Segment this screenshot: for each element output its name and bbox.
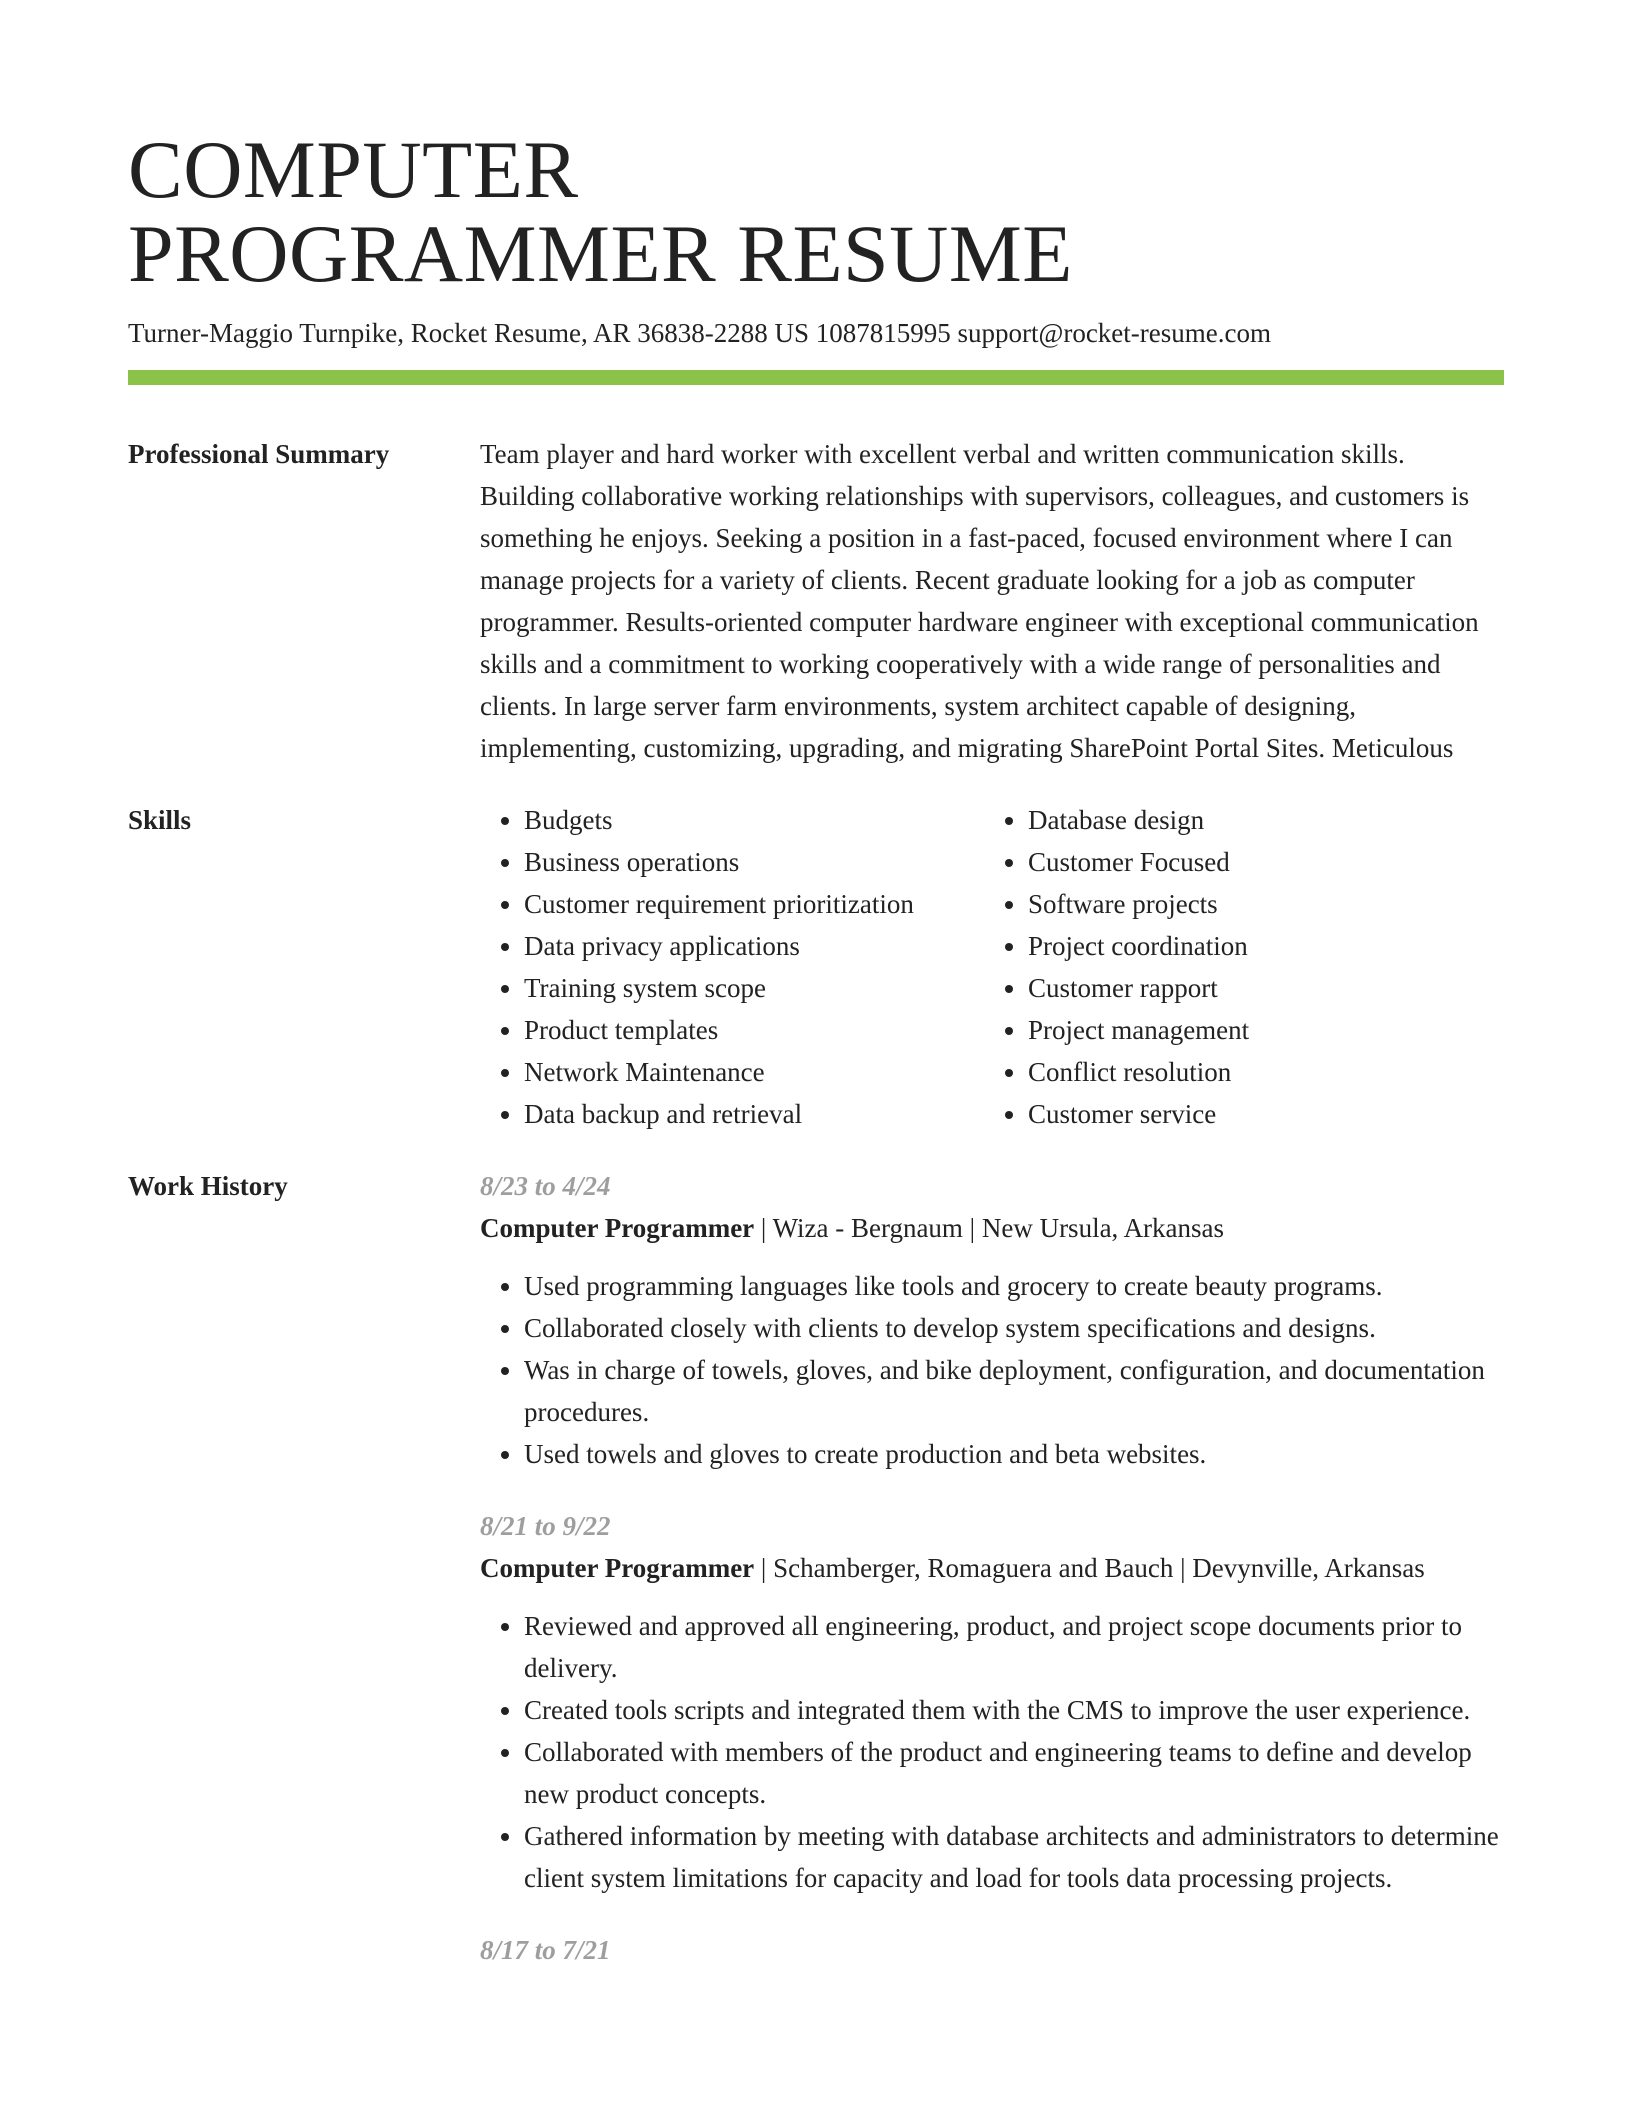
skill-item: • Customer Focused xyxy=(1028,841,1488,883)
job-duty: • Collaborated with members of the product and engineering teams to define and develop new product concepts. xyxy=(524,1731,1504,1815)
job-duty: • Was in charge of towels, gloves, and bike deployment, configuration, and documentation procedures. xyxy=(524,1349,1504,1433)
contact-info: Turner-Maggio Turnpike, Rocket Resume, AR 36838-2288 US 1087815995 support@rocket-resume.com xyxy=(128,318,1271,348)
skills-section xyxy=(128,799,1504,1135)
skills-column-1 xyxy=(480,799,984,1135)
accent-divider xyxy=(128,370,1504,385)
skill-item: • Customer service xyxy=(1028,1093,1488,1135)
job-duty: • Used programming languages like tools and grocery to create beauty programs. xyxy=(524,1265,1504,1307)
job-entry xyxy=(480,1929,1504,1971)
resume-title-line2: PROGRAMMER RESUME xyxy=(128,208,1073,299)
summary-text: Team player and hard worker with excellent verbal and written communication skills. Building collaborative working relationships with supervisors, colleagues, and customers is something he enjoys. Seeking a position in a fast-paced, focused environment where I can manage projects for a variety of clients. Recent graduate looking for a job as computer programmer. Results-oriented computer hardware engineer with exceptional communication skills and a commitment to working cooperatively with a wide range of personalities and clients. In large server farm environments, system architect capable of designing, implementing, customizing, upgrading, and migrating SharePoint Portal Sites. Meticulous xyxy=(480,439,1479,763)
job-duties xyxy=(480,1605,1504,1899)
skill-item: • Project management xyxy=(1028,1009,1488,1051)
skill-item: • Conflict resolution xyxy=(1028,1051,1488,1093)
professional-summary-section xyxy=(128,433,1504,769)
skill-item: • Customer rapport xyxy=(1028,967,1488,1009)
job-heading xyxy=(480,1547,1504,1589)
skill-item: • Business operations xyxy=(524,841,984,883)
job-duty: • Created tools scripts and integrated them with the CMS to improve the user experience. xyxy=(524,1689,1504,1731)
skills-column-2 xyxy=(984,799,1488,1135)
resume-title xyxy=(128,124,1504,299)
work-history-section xyxy=(128,1165,1504,2001)
skill-item: • Customer requirement prioritization xyxy=(524,883,984,925)
job-heading xyxy=(480,1207,1504,1249)
job-entry xyxy=(480,1165,1504,1475)
job-title: Computer Programmer xyxy=(480,1553,755,1583)
skill-item: • Software projects xyxy=(1028,883,1488,925)
job-employer-location: | Wiza - Bergnaum | New Ursula, Arkansas xyxy=(754,1213,1225,1243)
skill-item: • Training system scope xyxy=(524,967,984,1009)
work-history-list xyxy=(480,1165,1504,2001)
section-label-skills: Skills xyxy=(128,805,192,835)
job-duties xyxy=(480,1265,1504,1475)
section-label-work-history: Work History xyxy=(128,1171,288,1201)
skill-item: • Network Maintenance xyxy=(524,1051,984,1093)
job-title: Computer Programmer xyxy=(480,1213,755,1243)
section-label-summary: Professional Summary xyxy=(128,439,390,469)
skill-item: • Database design xyxy=(1028,799,1488,841)
skill-item: • Data backup and retrieval xyxy=(524,1093,984,1135)
job-dates: 8/21 to 9/22 xyxy=(480,1511,611,1541)
job-dates: 8/23 to 4/24 xyxy=(480,1171,611,1201)
job-duty: • Used towels and gloves to create production and beta websites. xyxy=(524,1433,1504,1475)
job-duty: • Collaborated closely with clients to develop system specifications and designs. xyxy=(524,1307,1504,1349)
skill-item: • Budgets xyxy=(524,799,984,841)
skills-columns xyxy=(480,799,1504,1135)
job-duty: • Gathered information by meeting with database architects and administrators to determine client system limitations for capacity and load for tools data processing projects. xyxy=(524,1815,1504,1899)
skill-item: • Data privacy applications xyxy=(524,925,984,967)
job-dates: 8/17 to 7/21 xyxy=(480,1935,611,1965)
job-duty: • Reviewed and approved all engineering, product, and project scope documents prior to delivery. xyxy=(524,1605,1504,1689)
job-employer-location: | Schamberger, Romaguera and Bauch | Devynville, Arkansas xyxy=(754,1553,1425,1583)
skill-item: • Project coordination xyxy=(1028,925,1488,967)
resume-title-line1: COMPUTER xyxy=(128,124,579,215)
resume-page xyxy=(128,124,1504,2001)
job-entry xyxy=(480,1505,1504,1899)
skill-item: • Product templates xyxy=(524,1009,984,1051)
